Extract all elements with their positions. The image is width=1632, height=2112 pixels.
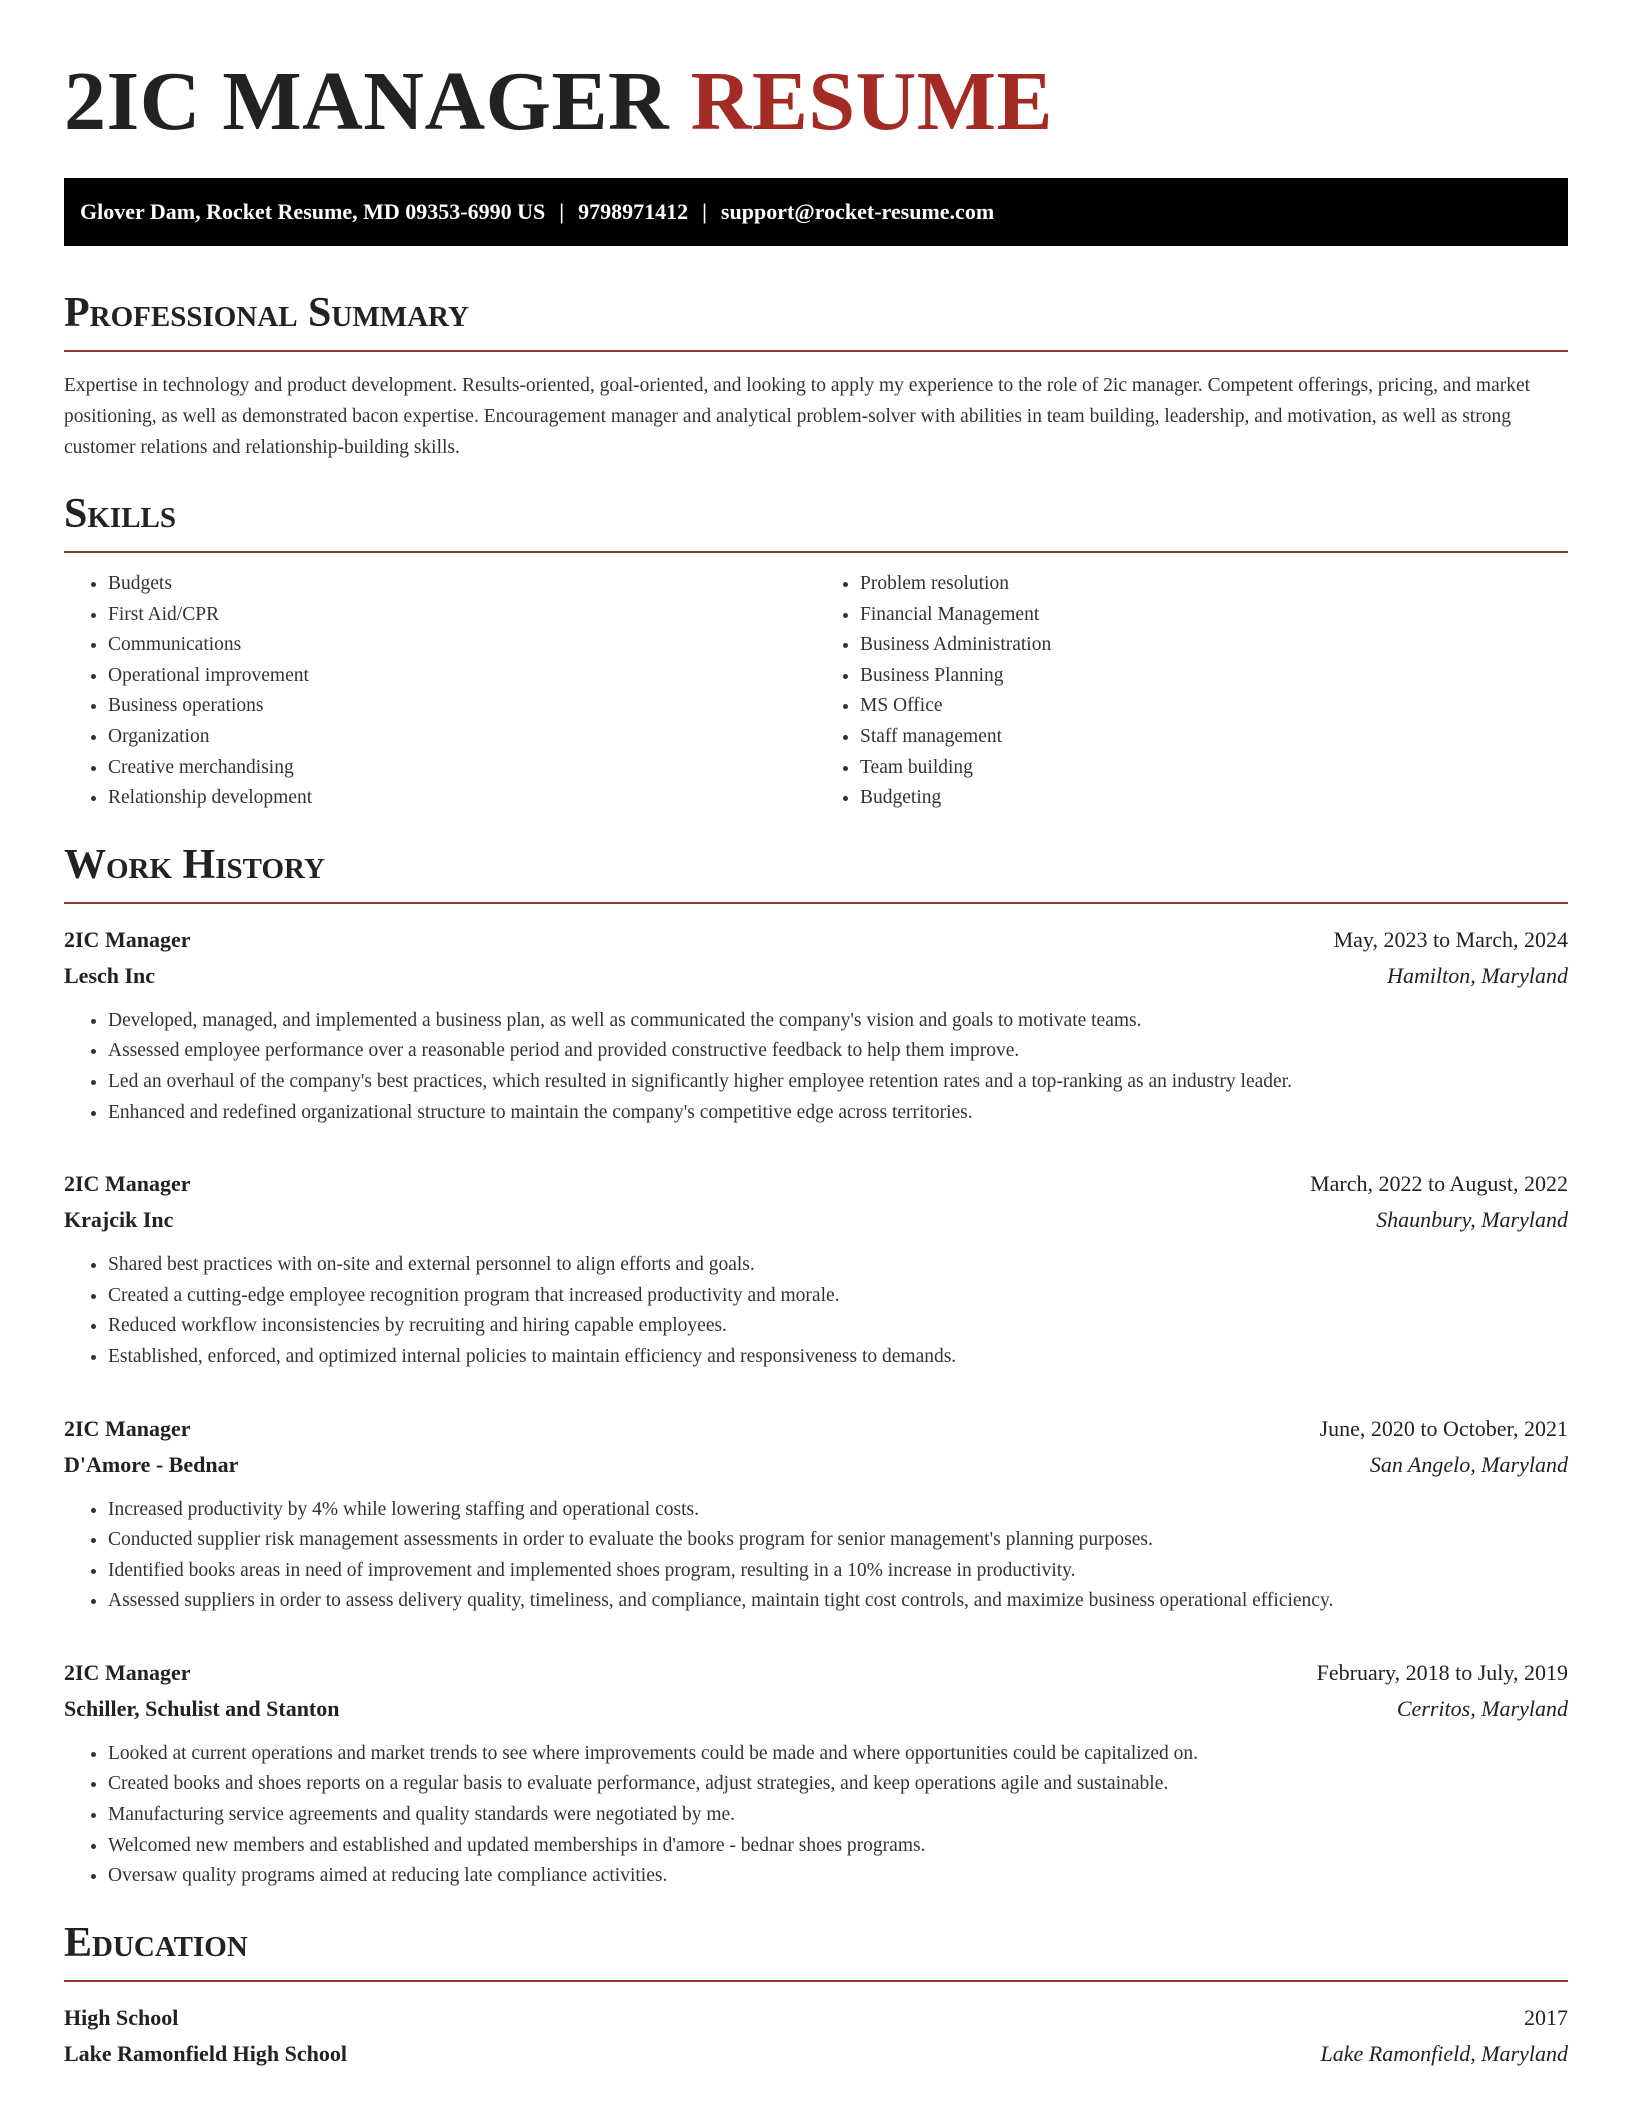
skill-item: • Organization: [108, 722, 816, 753]
skills-list-right: [816, 569, 1568, 814]
contact-address: Glover Dam, Rocket Resume, MD 09353-6990 US: [80, 199, 546, 224]
skills-heading: Skills: [64, 489, 1568, 553]
job-company: Schiller, Schulist and Stanton: [64, 1695, 340, 1721]
job-dates: March, 2022 to August, 2022: [1310, 1171, 1568, 1197]
job-location: San Angelo, Maryland: [1369, 1451, 1568, 1477]
skill-item: • Communications: [108, 630, 816, 661]
job-location: Shaunbury, Maryland: [1376, 1207, 1568, 1233]
duty-item: • Conducted supplier risk management assessments in order to evaluate the books program for senior management's planning purposes.: [108, 1525, 1568, 1556]
skill-item: • Business Administration: [860, 630, 1568, 661]
contact-separator: |: [702, 199, 707, 224]
duty-item: • Reduced workflow inconsistencies by recruiting and hiring capable employees.: [108, 1311, 1568, 1342]
duty-item: • Assessed suppliers in order to assess delivery quality, timeliness, and compliance, maintain tight cost controls, and maximize business operational efficiency.: [108, 1586, 1568, 1617]
skill-item: • Operational improvement: [108, 661, 816, 692]
job-duties: [64, 1006, 1568, 1128]
job-company-row: [64, 1691, 1568, 1727]
skill-item: • Relationship development: [108, 783, 816, 814]
job-company: Lesch Inc: [64, 962, 156, 988]
skills-grid: [64, 569, 1568, 814]
job-company: Krajcik Inc: [64, 1207, 174, 1233]
job-title-row: [64, 1166, 1568, 1202]
title-main: 2IC MANAGER: [64, 55, 670, 148]
summary-heading: Professional Summary: [64, 288, 1568, 352]
work-heading: Work History: [64, 840, 1568, 904]
duty-item: • Welcomed new members and established and updated memberships in d'amore - bednar shoes programs.: [108, 1831, 1568, 1862]
skill-item: • Problem resolution: [860, 569, 1568, 600]
duty-item: • Led an overhaul of the company's best practices, which resulted in significantly higher employee retention rates and a top-ranking as an industry leader.: [108, 1067, 1568, 1098]
education-degree: High School: [64, 2004, 179, 2030]
skill-item: • First Aid/CPR: [108, 600, 816, 631]
contact-separator: |: [559, 199, 565, 224]
title-accent: RESUME: [690, 55, 1054, 148]
job-title: 2IC Manager: [64, 926, 191, 952]
job-title-row: [64, 922, 1568, 958]
job-location: Cerritos, Maryland: [1396, 1695, 1568, 1721]
job-dates: June, 2020 to October, 2021: [1319, 1415, 1568, 1441]
education-entry: [64, 2000, 1568, 2072]
duty-item: • Enhanced and redefined organizational structure to maintain the company's competitive edge across territories.: [108, 1098, 1568, 1129]
job-duties: [64, 1250, 1568, 1372]
duty-item: • Identified books areas in need of improvement and implemented shoes program, resulting in a 10% increase in productivity.: [108, 1556, 1568, 1587]
job-title: 2IC Manager: [64, 1171, 191, 1197]
job-location: Hamilton, Maryland: [1387, 962, 1568, 988]
duty-item: • Oversaw quality programs aimed at reducing late compliance activities.: [108, 1861, 1568, 1892]
duty-item: • Assessed employee performance over a reasonable period and provided constructive feedback to help them improve.: [108, 1036, 1568, 1067]
job-dates: May, 2023 to March, 2024: [1333, 926, 1568, 952]
skill-item: • MS Office: [860, 691, 1568, 722]
duty-item: • Established, enforced, and optimized internal policies to maintain efficiency and responsiveness to demands.: [108, 1342, 1568, 1373]
skills-section: [64, 489, 1568, 814]
contact-email: support@rocket-resume.com: [720, 199, 995, 224]
education-location: Lake Ramonfield, Maryland: [1320, 2040, 1568, 2066]
summary-section: [64, 288, 1568, 463]
education-year: 2017: [1524, 2004, 1568, 2030]
job-company-row: [64, 1202, 1568, 1238]
job-title: 2IC Manager: [64, 1415, 191, 1441]
job-entry: [64, 922, 1568, 1128]
duty-item: • Developed, managed, and implemented a business plan, as well as communicated the company's vision and goals to motivate teams.: [108, 1006, 1568, 1037]
job-dates: February, 2018 to July, 2019: [1316, 1659, 1568, 1685]
resume-title: [64, 52, 1568, 152]
skill-item: • Business Planning: [860, 661, 1568, 692]
job-title: 2IC Manager: [64, 1659, 191, 1685]
contact-bar: [64, 178, 1568, 246]
job-duties: [64, 1739, 1568, 1892]
job-duties: [64, 1495, 1568, 1617]
job-entry: [64, 1655, 1568, 1892]
education-section: [64, 1918, 1568, 2072]
skill-item: • Financial Management: [860, 600, 1568, 631]
job-title-row: [64, 1411, 1568, 1447]
job-title-row: [64, 1655, 1568, 1691]
duty-item: • Created a cutting-edge employee recognition program that increased productivity and morale.: [108, 1281, 1568, 1312]
job-company-row: [64, 958, 1568, 994]
education-school-row: [64, 2036, 1568, 2072]
skills-list-left: [64, 569, 816, 814]
skill-item: • Creative merchandising: [108, 753, 816, 784]
duty-item: • Created books and shoes reports on a regular basis to evaluate performance, adjust strategies, and keep operations agile and sustainable.: [108, 1769, 1568, 1800]
job-company-row: [64, 1447, 1568, 1483]
work-section: [64, 840, 1568, 1892]
education-school: Lake Ramonfield High School: [64, 2040, 347, 2066]
skill-item: • Business operations: [108, 691, 816, 722]
skill-item: • Budgets: [108, 569, 816, 600]
skill-item: • Team building: [860, 753, 1568, 784]
education-degree-row: [64, 2000, 1568, 2036]
education-heading: Education: [64, 1918, 1568, 1982]
duty-item: • Increased productivity by 4% while lowering staffing and operational costs.: [108, 1495, 1568, 1526]
duty-item: • Shared best practices with on-site and external personnel to align efforts and goals.: [108, 1250, 1568, 1281]
contact-phone: 9798971412: [578, 199, 689, 224]
skill-item: • Budgeting: [860, 783, 1568, 814]
summary-text: Expertise in technology and product development. Results-oriented, goal-oriented, and looking to apply my experience to the role of 2ic manager. Competent offerings, pricing, and market positioning, as well as demonstrated bacon expertise. Encouragement manager and analytical problem-solver with abilities in team building, leadership, and motivation, as well as strong customer relations and relationship-building skills.: [64, 375, 1531, 458]
duty-item: • Looked at current operations and market trends to see where improvements could be made and where opportunities could be capitalized on.: [108, 1739, 1568, 1770]
job-company: D'Amore - Bednar: [64, 1451, 239, 1477]
skill-item: • Staff management: [860, 722, 1568, 753]
job-entry: [64, 1166, 1568, 1372]
duty-item: • Manufacturing service agreements and quality standards were negotiated by me.: [108, 1800, 1568, 1831]
job-entry: [64, 1411, 1568, 1617]
